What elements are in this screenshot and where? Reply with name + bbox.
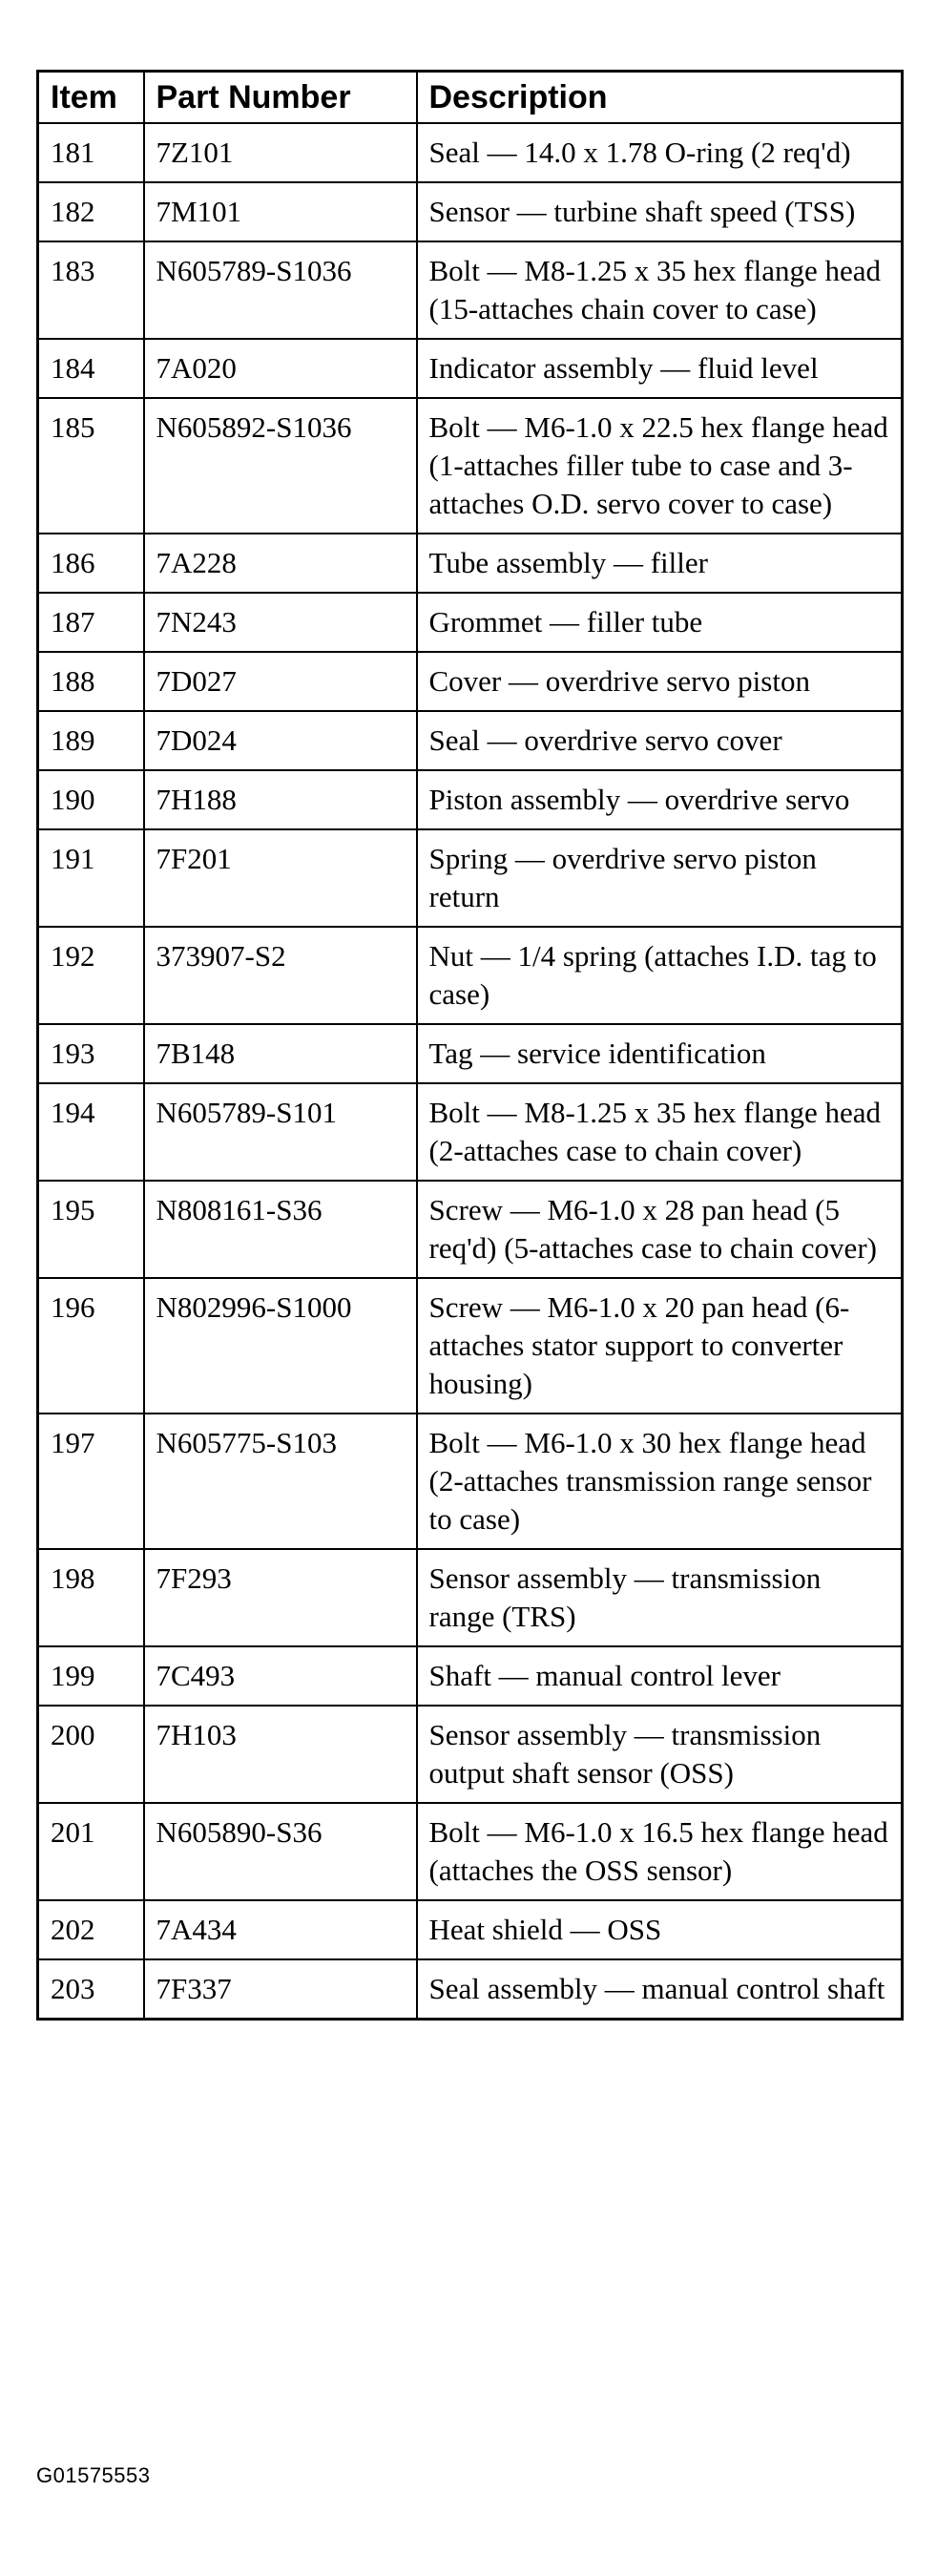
parts-table bbox=[36, 70, 904, 2021]
description-cell: Tag — service identification bbox=[417, 1024, 903, 1083]
part-number-cell: N605775-S103 bbox=[144, 1414, 417, 1549]
description-cell: Sensor assembly — transmission range (TRS) bbox=[417, 1549, 903, 1646]
table-row bbox=[38, 339, 903, 398]
description-cell: Seal assembly — manual control shaft bbox=[417, 1959, 903, 2020]
description-cell: Bolt — M6-1.0 x 22.5 hex flange head (1-attaches filler tube to case and 3-attaches O.D. servo cover to case) bbox=[417, 398, 903, 534]
description-cell: Spring — overdrive servo piston return bbox=[417, 829, 903, 927]
description-cell: Screw — M6-1.0 x 28 pan head (5 req'd) (5-attaches case to chain cover) bbox=[417, 1181, 903, 1278]
part-number-cell: 7H103 bbox=[144, 1706, 417, 1803]
description-cell: Sensor assembly — transmission output shaft sensor (OSS) bbox=[417, 1706, 903, 1803]
table-row bbox=[38, 1646, 903, 1706]
description-cell: Tube assembly — filler bbox=[417, 534, 903, 593]
description-cell: Seal — 14.0 x 1.78 O-ring (2 req'd) bbox=[417, 123, 903, 182]
part-number-cell: 7D024 bbox=[144, 711, 417, 770]
part-number-cell: 7D027 bbox=[144, 652, 417, 711]
part-number-cell: 7N243 bbox=[144, 593, 417, 652]
description-cell: Screw — M6-1.0 x 20 pan head (6-attaches stator support to converter housing) bbox=[417, 1278, 903, 1414]
table-row bbox=[38, 182, 903, 241]
item-cell: 203 bbox=[38, 1959, 144, 2020]
item-cell: 182 bbox=[38, 182, 144, 241]
part-number-cell: N605789-S101 bbox=[144, 1083, 417, 1181]
table-row bbox=[38, 829, 903, 927]
description-cell: Bolt — M6-1.0 x 30 hex flange head (2-attaches transmission range sensor to case) bbox=[417, 1414, 903, 1549]
item-cell: 198 bbox=[38, 1549, 144, 1646]
description-cell: Grommet — filler tube bbox=[417, 593, 903, 652]
description-cell: Heat shield — OSS bbox=[417, 1900, 903, 1959]
item-cell: 184 bbox=[38, 339, 144, 398]
table-row bbox=[38, 398, 903, 534]
description-cell: Seal — overdrive servo cover bbox=[417, 711, 903, 770]
description-cell: Bolt — M8-1.25 x 35 hex flange head (15-attaches chain cover to case) bbox=[417, 241, 903, 339]
part-number-cell: N605890-S36 bbox=[144, 1803, 417, 1900]
description-cell: Cover — overdrive servo piston bbox=[417, 652, 903, 711]
description-cell: Shaft — manual control lever bbox=[417, 1646, 903, 1706]
part-number-cell: 7F337 bbox=[144, 1959, 417, 2020]
table-row bbox=[38, 652, 903, 711]
item-cell: 196 bbox=[38, 1278, 144, 1414]
item-cell: 200 bbox=[38, 1706, 144, 1803]
part-number-cell: 7Z101 bbox=[144, 123, 417, 182]
part-number-cell: 7A434 bbox=[144, 1900, 417, 1959]
part-number-cell: 7F201 bbox=[144, 829, 417, 927]
part-number-cell: 7B148 bbox=[144, 1024, 417, 1083]
part-number-cell: 7F293 bbox=[144, 1549, 417, 1646]
part-number-cell: 7A228 bbox=[144, 534, 417, 593]
item-cell: 202 bbox=[38, 1900, 144, 1959]
item-cell: 185 bbox=[38, 398, 144, 534]
column-header-part-number: Part Number bbox=[144, 72, 417, 124]
description-cell: Bolt — M6-1.0 x 16.5 hex flange head (attaches the OSS sensor) bbox=[417, 1803, 903, 1900]
part-number-cell: 7C493 bbox=[144, 1646, 417, 1706]
item-cell: 183 bbox=[38, 241, 144, 339]
table-row bbox=[38, 1083, 903, 1181]
item-cell: 195 bbox=[38, 1181, 144, 1278]
part-number-cell: N808161-S36 bbox=[144, 1181, 417, 1278]
item-cell: 188 bbox=[38, 652, 144, 711]
table-row bbox=[38, 534, 903, 593]
table-row bbox=[38, 1549, 903, 1646]
item-cell: 191 bbox=[38, 829, 144, 927]
column-header-item: Item bbox=[38, 72, 144, 124]
table-row bbox=[38, 1181, 903, 1278]
part-number-cell: 7M101 bbox=[144, 182, 417, 241]
table-row bbox=[38, 1278, 903, 1414]
item-cell: 189 bbox=[38, 711, 144, 770]
table-row bbox=[38, 927, 903, 1024]
column-header-description: Description bbox=[417, 72, 903, 124]
part-number-cell: N605789-S1036 bbox=[144, 241, 417, 339]
table-row bbox=[38, 1959, 903, 2020]
table-row bbox=[38, 1803, 903, 1900]
item-cell: 190 bbox=[38, 770, 144, 829]
part-number-cell: N605892-S1036 bbox=[144, 398, 417, 534]
table-row bbox=[38, 1706, 903, 1803]
table-row bbox=[38, 1024, 903, 1083]
table-header-row bbox=[38, 72, 903, 124]
table-row bbox=[38, 123, 903, 182]
table-row bbox=[38, 241, 903, 339]
description-cell: Piston assembly — overdrive servo bbox=[417, 770, 903, 829]
item-cell: 181 bbox=[38, 123, 144, 182]
description-cell: Indicator assembly — fluid level bbox=[417, 339, 903, 398]
item-cell: 186 bbox=[38, 534, 144, 593]
table-row bbox=[38, 770, 903, 829]
figure-id: G01575553 bbox=[36, 2463, 151, 2487]
description-cell: Bolt — M8-1.25 x 35 hex flange head (2-attaches case to chain cover) bbox=[417, 1083, 903, 1181]
item-cell: 192 bbox=[38, 927, 144, 1024]
part-number-cell: 373907-S2 bbox=[144, 927, 417, 1024]
table-row bbox=[38, 1900, 903, 1959]
table-row bbox=[38, 711, 903, 770]
part-number-cell: N802996-S1000 bbox=[144, 1278, 417, 1414]
part-number-cell: 7H188 bbox=[144, 770, 417, 829]
description-cell: Nut — 1/4 spring (attaches I.D. tag to case) bbox=[417, 927, 903, 1024]
item-cell: 199 bbox=[38, 1646, 144, 1706]
table-body bbox=[38, 123, 903, 2020]
item-cell: 201 bbox=[38, 1803, 144, 1900]
table-row bbox=[38, 1414, 903, 1549]
item-cell: 194 bbox=[38, 1083, 144, 1181]
item-cell: 187 bbox=[38, 593, 144, 652]
table-row bbox=[38, 593, 903, 652]
part-number-cell: 7A020 bbox=[144, 339, 417, 398]
item-cell: 197 bbox=[38, 1414, 144, 1549]
item-cell: 193 bbox=[38, 1024, 144, 1083]
description-cell: Sensor — turbine shaft speed (TSS) bbox=[417, 182, 903, 241]
